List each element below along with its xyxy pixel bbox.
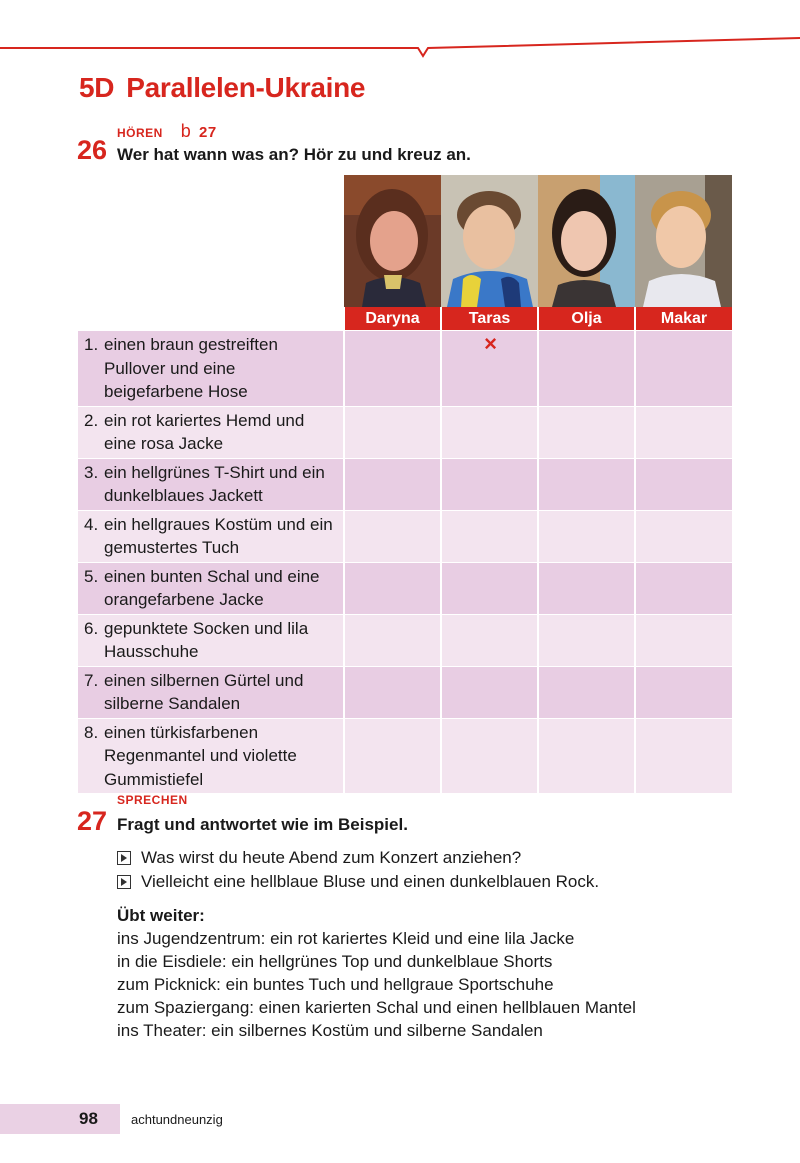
- answer-cell[interactable]: [538, 562, 635, 614]
- answer-cell[interactable]: [635, 718, 732, 793]
- cross-mark-icon: ×: [484, 331, 497, 356]
- clothing-text: einen braun gestreiften Pullover und eine beigefarbene Hose: [104, 335, 278, 401]
- clothing-text: ein rot kariertes Hemd und eine rosa Jacke: [104, 410, 305, 453]
- table-row: [78, 614, 732, 666]
- table-row: [78, 458, 732, 510]
- photo-makar: [635, 175, 732, 307]
- page-title: [79, 72, 365, 104]
- clothing-description: [78, 406, 344, 458]
- answer-cell[interactable]: [344, 331, 441, 407]
- example-dialogue: [117, 846, 599, 894]
- table-row: [78, 331, 732, 407]
- answer-cell[interactable]: [635, 331, 732, 407]
- clothing-text: einen silbernen Gürtel und silberne Sandalen: [104, 670, 304, 713]
- clothing-text: einen bunten Schal und eine orangefarbene Jacke: [104, 566, 320, 609]
- answer-cell[interactable]: [538, 666, 635, 718]
- exercise-27-number: 27: [77, 806, 108, 836]
- practice-heading: Übt weiter:: [117, 906, 205, 925]
- answer-cell[interactable]: [441, 331, 538, 407]
- exercise-26-skill: HÖREN b 27: [117, 121, 217, 141]
- clothing-description: [78, 666, 344, 718]
- answer-cell[interactable]: [344, 666, 441, 718]
- table-row: [78, 510, 732, 562]
- row-number: 4.: [84, 514, 99, 534]
- answer-cell[interactable]: [344, 510, 441, 562]
- table-row: [78, 562, 732, 614]
- page-number-word: achtundneunzig: [131, 1112, 223, 1127]
- table-row: [78, 718, 732, 793]
- answer-cell[interactable]: [635, 458, 732, 510]
- answer-cell[interactable]: [344, 406, 441, 458]
- practice-item: in die Eisdiele: ein hellgrünes Top und dunkelblaue Shorts: [117, 952, 553, 971]
- person-header: Olja: [538, 307, 635, 331]
- answer-cell[interactable]: [441, 718, 538, 793]
- footer-band: [0, 1104, 120, 1134]
- answer-cell[interactable]: [635, 666, 732, 718]
- answer-cell[interactable]: [538, 614, 635, 666]
- play-icon: [117, 851, 131, 865]
- clothing-text: gepunktete Socken und lila Hausschuhe: [104, 618, 309, 661]
- answer-cell[interactable]: [441, 666, 538, 718]
- answer-cell[interactable]: [344, 458, 441, 510]
- clothing-description: [78, 562, 344, 614]
- answer-cell[interactable]: [441, 562, 538, 614]
- photo-olja: [538, 175, 635, 307]
- answer-cell[interactable]: [344, 614, 441, 666]
- row-number: 2.: [84, 410, 99, 430]
- person-header: Makar: [635, 307, 732, 331]
- clothing-table: [78, 307, 732, 793]
- row-number: 5.: [84, 566, 99, 586]
- clothing-description: [78, 458, 344, 510]
- practice-item: zum Spaziergang: einen karierten Schal und einen hellblauen Mantel: [117, 998, 636, 1017]
- exercise-27-instruction: Fragt und antwortet wie im Beispiel.: [117, 815, 408, 834]
- exercise-26-number: 26: [77, 135, 108, 165]
- practice-list: [117, 904, 636, 1042]
- answer-cell[interactable]: [538, 331, 635, 407]
- row-number: 7.: [84, 670, 99, 690]
- clothing-text: ein hellgraues Kostüm und ein gemustertes Tuch: [104, 514, 333, 557]
- play-icon: [117, 875, 131, 889]
- clothing-text: ein hellgrünes T-Shirt und ein dunkelblaues Jackett: [104, 462, 325, 505]
- row-number: 3.: [84, 462, 99, 482]
- section-title: Parallelen-Ukraine: [126, 72, 366, 103]
- table-row: [78, 666, 732, 718]
- example-line: Vielleicht eine hellblaue Bluse und einen dunkelblauen Rock.: [117, 870, 599, 894]
- row-number: 1.: [84, 335, 99, 354]
- answer-cell[interactable]: [635, 510, 732, 562]
- answer-cell[interactable]: [635, 406, 732, 458]
- answer-cell[interactable]: [538, 510, 635, 562]
- header-rule: [0, 0, 800, 80]
- audio-reference-letter: b: [180, 121, 192, 141]
- person-header: Daryna: [344, 307, 441, 331]
- answer-cell[interactable]: [344, 718, 441, 793]
- clothing-text: einen türkisfarbenen Regenmantel und violette Gummistiefel: [104, 722, 297, 789]
- answer-cell[interactable]: [441, 406, 538, 458]
- section-id: 5D: [79, 72, 115, 103]
- example-line: Was wirst du heute Abend zum Konzert anziehen?: [117, 846, 599, 870]
- answer-cell[interactable]: [441, 510, 538, 562]
- photo-daryna: [344, 175, 441, 307]
- photo-taras: [441, 175, 538, 307]
- exercise-26-instruction: Wer hat wann was an? Hör zu und kreuz an.: [117, 145, 471, 164]
- row-number: 8.: [84, 722, 99, 742]
- table-row: [78, 406, 732, 458]
- answer-cell[interactable]: [538, 406, 635, 458]
- person-header: Taras: [441, 307, 538, 331]
- clothing-description: [78, 718, 344, 793]
- row-number: 6.: [84, 618, 99, 638]
- exercise-27-skill: SPRECHEN: [117, 793, 188, 807]
- clothing-description: [78, 510, 344, 562]
- page-number: 98: [79, 1109, 98, 1128]
- answer-cell[interactable]: [344, 562, 441, 614]
- audio-track-number: 27: [199, 124, 217, 141]
- practice-item: ins Jugendzentrum: ein rot kariertes Kleid und eine lila Jacke: [117, 929, 575, 948]
- photo-strip: [344, 175, 732, 307]
- clothing-description: [78, 614, 344, 666]
- clothing-description: [78, 331, 344, 407]
- answer-cell[interactable]: [441, 458, 538, 510]
- answer-cell[interactable]: [538, 458, 635, 510]
- answer-cell[interactable]: [635, 562, 732, 614]
- answer-cell[interactable]: [635, 614, 732, 666]
- practice-item: ins Theater: ein silbernes Kostüm und silberne Sandalen: [117, 1021, 543, 1040]
- answer-cell[interactable]: [538, 718, 635, 793]
- practice-item: zum Picknick: ein buntes Tuch und hellgraue Sportschuhe: [117, 975, 554, 994]
- answer-cell[interactable]: [441, 614, 538, 666]
